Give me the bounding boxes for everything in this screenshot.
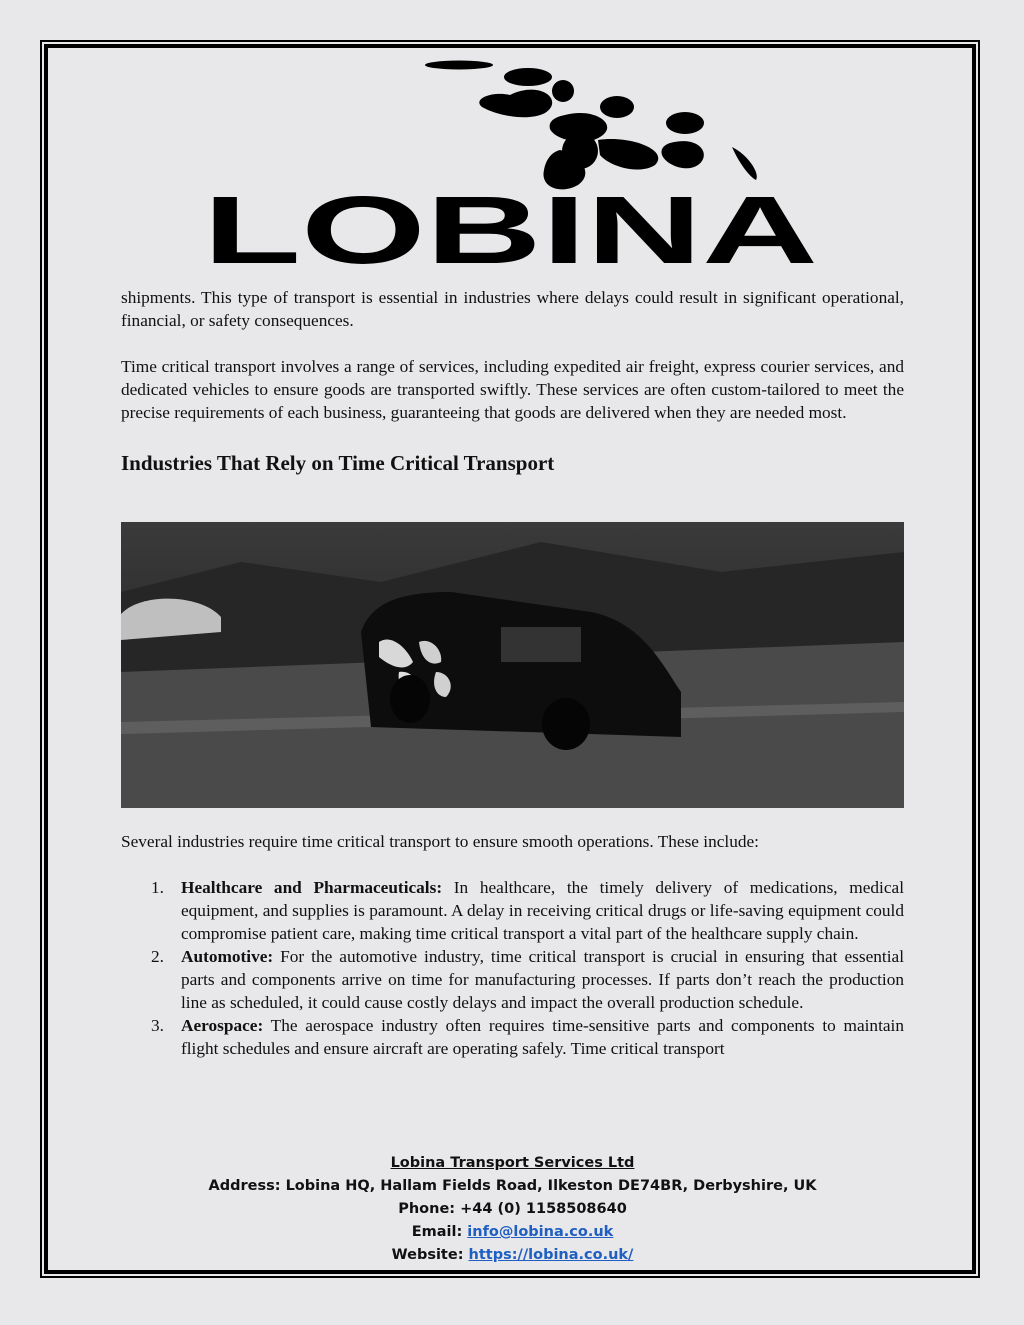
industries-list xyxy=(121,876,904,1060)
email-line: Email: info@lobina.co.uk xyxy=(411,1224,614,1240)
intro-section xyxy=(121,286,904,476)
lobina-logo xyxy=(200,55,825,270)
list-item: 2. Automotive: For the automotive industry, time critical transport is crucial in ensuring that essential parts and components arrive on time for manufacturing processes. If parts don’t reach the production line as scheduled, it could cause costly delays and impact the overall production schedule. xyxy=(151,947,904,1012)
contact-footer xyxy=(121,1152,904,1267)
svg-text:LOBINA: LOBINA xyxy=(203,177,818,270)
email-link[interactable]: info@lobina.co.uk xyxy=(467,1224,614,1240)
list-item: 3. Aerospace: The aerospace industry often requires time-sensitive parts and components to maintain flight schedules and ensure aircraft are operating safely. Time critical transport xyxy=(151,1016,904,1058)
intro-paragraph-1: shipments. This type of transport is essential in industries where delays could result in significant operational, financial, or safety consequences. xyxy=(121,288,904,330)
item-text: For the automotive industry, time critical transport is crucial in ensuring that essential parts and components arrive on time for manufacturing processes. If parts don’t reach the production line as scheduled, it could cause costly delays and impact the overall production schedule. xyxy=(181,947,904,1012)
website-link[interactable]: https://lobina.co.uk/ xyxy=(468,1247,634,1263)
website-line: Website: https://lobina.co.uk/ xyxy=(391,1247,634,1263)
item-title: Automotive: xyxy=(181,947,274,966)
company-name: Lobina Transport Services Ltd xyxy=(390,1155,635,1171)
item-title: Aerospace: xyxy=(181,1016,264,1035)
phone-line: Phone: +44 (0) 1158508640 xyxy=(398,1201,627,1217)
industries-section xyxy=(121,830,904,1060)
industries-lead: Several industries require time critical transport to ensure smooth operations. These include: xyxy=(121,832,759,851)
item-text: In healthcare, the timely delivery of medications, medical equipment, and supplies is paramount. A delay in receiving critical drugs or life-saving equipment could compromise patient care, making time critical transport a vital part of the healthcare supply chain. xyxy=(181,878,904,943)
intro-paragraph-2: Time critical transport involves a range of services, including expedited air freight, express courier services, and dedicated vehicles to ensure goods are transported swiftly. These services are often custom-tailored to meet the precise requirements of each business, guaranteeing that goods are delivered when they are needed most. xyxy=(121,357,904,422)
address-line: Address: Lobina HQ, Hallam Fields Road, Ilkeston DE74BR, Derbyshire, UK xyxy=(208,1178,817,1194)
van-photo xyxy=(121,522,904,808)
item-title: Healthcare and Pharmaceuticals: xyxy=(181,878,443,897)
list-item: 1. Healthcare and Pharmaceuticals: In healthcare, the timely delivery of medications, medical equipment, and supplies is paramount. A delay in receiving critical drugs or life-saving equipment could compromise patient care, making time critical transport a vital part of the healthcare supply chain. xyxy=(151,878,904,943)
section-heading: Industries That Rely on Time Critical Transport xyxy=(121,451,555,475)
item-text: The aerospace industry often requires time-sensitive parts and components to maintain flight schedules and ensure aircraft are operating safely. Time critical transport xyxy=(181,1016,904,1058)
